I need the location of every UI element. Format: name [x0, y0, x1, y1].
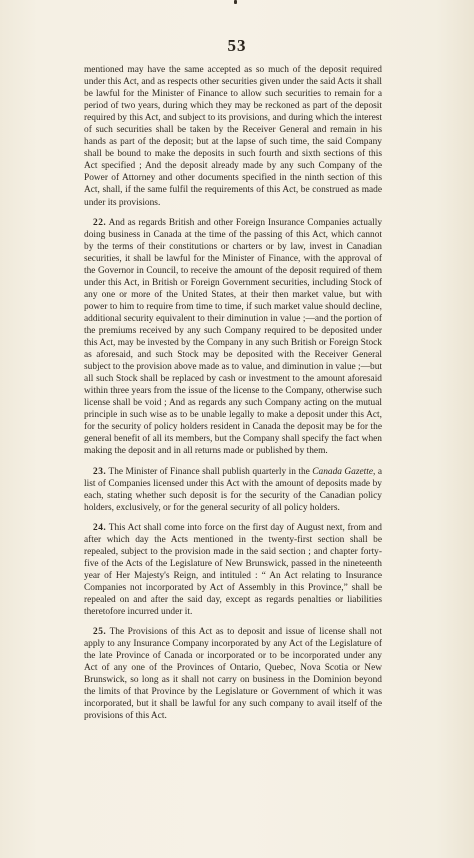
- body-text: [84, 64, 382, 722]
- section-text: The Minister of Finance shall publish quarterly in the: [108, 466, 313, 477]
- section-number: 23.: [93, 466, 107, 477]
- section-number: 25.: [93, 627, 107, 638]
- section-number: 22.: [93, 217, 107, 228]
- section-text: This Act shall come into force on the first day of August next, from and after which day the Acts mentioned in the twenty-first section shall be repealed, subject to the provision made in the said section ; and chapter forty-five of the Acts of the Legislature of New Brunswick, passed in the nineteenth year of Her Majesty's Reign, and intituled : “ An Act relating to Insurance Companies not incorporated by Act of Assembly in this Province,” shall be repealed on and after the said day, except as regards penalties or liabilities theretofore incurred under it.: [84, 522, 382, 618]
- gazette-title: Canada Gazette: [312, 466, 374, 477]
- paragraph-continued: [84, 64, 382, 209]
- section-25: [84, 626, 382, 722]
- paragraph-text: mentioned may have the same accepted as so much of the deposit required under this Act, and as respects other securities given under the said Acts it shall be lawful for the Minister of Finance to allow such securities to remain for a period of two years, during which they may be reckoned as part of the deposit required by this Act, and subject to its provisions, and during which the interest of such securities shall be taken by the Receiver General and remain in his hands as part of the deposit; but at the lapse of such time, the said Company shall be bound to make the deposits in such fourth and sixth sections of this Act specified ; And the deposit already made by any such Company of the Power of Attorney and other documents specified in the ninth section of this Act, shall, if the same fulfil the requirements of this Act, be construed as made under its provisions.: [84, 65, 382, 208]
- section-24: [84, 522, 382, 618]
- section-text-continued: , a list of Companies licensed under this Act with the amount of deposits made by each, stating whether such deposit is for the security of the Canadian policy holders, exclusively, or for the general security of all policy holders.: [84, 466, 382, 513]
- section-22: [84, 217, 382, 458]
- section-number: 24.: [93, 522, 107, 533]
- section-text: The Provisions of this Act as to deposit and issue of license shall not apply to any Insurance Company incorporated by any Act of the Legislature of the late Province of Canada or incorporated or to be incorporated under any Act of any one of the Provinces of Ontario, Quebec, Nova Scotia or New Brunswick, so long as it shall not carry on business in the Dominion beyond the limits of that Province by the Legislature or Government of which it was incorporated, but it shall be lawful for any such company to avail itself of the provisions of this Act.: [84, 627, 382, 722]
- section-23: [84, 466, 382, 514]
- page-number: 53: [227, 36, 247, 55]
- section-text: And as regards British and other Foreign Insurance Companies actually doing business in Canada at the time of the passing of this Act, which cannot by the terms of their constitutions or charters or by law, invest in Canadian securities, it shall be lawful for the Minister of Finance, with the approval of the Governor in Council, to receive the amount of the deposit required of them under this Act, in British or Foreign Government securities, including Stock of any one or more of the United States, at their then market value, but with power to him to require from time to time, if such market value should decline, additional security equivalent to their diminution in value ;—and the portion of the premiums received by any such Company required to be deposited under this Act, may be invested by the Company in any such British or Foreign Stock as aforesaid, and such Stock may be deposited with the Receiver General subject to the provision above made as to value, and diminution in value ;—but all such Stock shall be replaced by cash or investment to the amount aforesaid within three years from the issue of the license to the Company, otherwise such license shall be void ; And as regards any such Company acting on the mutual principle in such wise as to be unable legally to make a deposit under this Act, for the security of policy holders resident in Canada the deposit may be for the general benefit of all its members, but the Company shall specify the fact when making the deposit and in all returns made or published by them.: [84, 217, 383, 457]
- ink-speck: [234, 0, 237, 4]
